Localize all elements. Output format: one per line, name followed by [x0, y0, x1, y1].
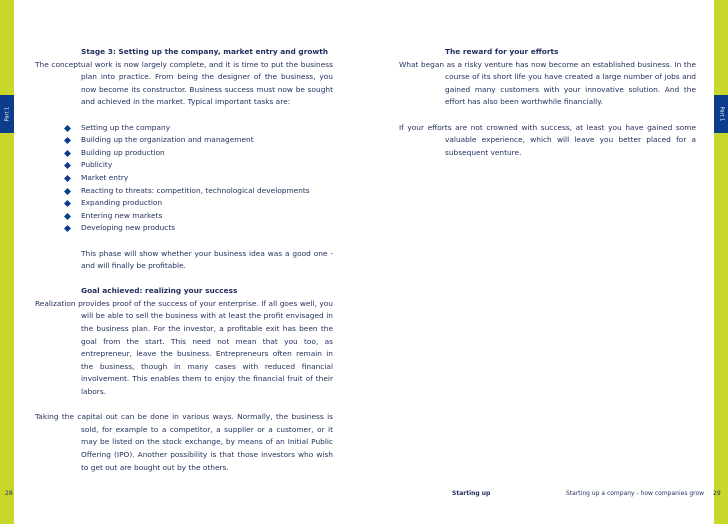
list-item: Building up the organization and management — [81, 134, 333, 147]
footer-chapter: Starting up a company - how companies grow — [566, 490, 705, 497]
side-tab-label: Part 1 — [718, 106, 724, 122]
diamond-bullet-icon — [64, 225, 71, 232]
list-item: Developing new products — [81, 222, 333, 235]
list-item: Building up production — [81, 147, 333, 160]
phase-note: This phase will show whether your business idea was a good one - and will finally be profitable. — [81, 248, 333, 271]
page-number-left: 28 — [5, 490, 13, 497]
reward-paragraph: What began as a risky venture has now become an established business. In the course of its short life you have created a large number of jobs and gained many customers with your innovative solution. And the effort has also been worthwhile financially. — [399, 59, 696, 107]
stage3-heading: Stage 3: Setting up the company, market entry and growth — [81, 47, 329, 56]
list-item: Expanding production — [81, 197, 333, 210]
left-column — [35, 46, 333, 474]
diamond-bullet-icon — [64, 200, 71, 207]
side-tab-right — [714, 95, 728, 133]
diamond-bullet-icon — [64, 213, 71, 220]
list-item: Publicity — [81, 159, 333, 172]
goal-heading: Goal achieved: realizing your success — [81, 286, 238, 296]
list-item: Market entry — [81, 172, 333, 185]
list-item: Reacting to threats: competition, technological developments — [81, 185, 333, 198]
diamond-bullet-icon — [64, 137, 71, 144]
realization-paragraph: Realization provides proof of the success of your enterprise. If all goes well, you will be able to sell the business with at least the profit envisaged in the business plan. For the investor, a profitable exit has been the goal from the start. This need not mean that you too, as entrepreneur, leave the business. Entrepreneurs often remain in the business, though in many cases with reduced financial involvement. This enables them to enjoy the financial fruit of their labors. — [35, 298, 333, 397]
task-list — [35, 122, 333, 235]
failure-paragraph: If your efforts are not crowned with success, at least you have gained some valuable experience, which will leave you better placed for a subsequent venture. — [399, 122, 696, 157]
stage3-intro: The conceptual work is now largely complete, and it is time to put the business plan into practice. From being the designer of the business, you now become its constructor. Business success must now be sought and achieved in the market. Typical important tasks are: — [35, 59, 333, 107]
right-column — [399, 46, 696, 159]
left-edge-bar — [0, 0, 14, 524]
diamond-bullet-icon — [64, 175, 71, 182]
diamond-bullet-icon — [64, 188, 71, 195]
side-tab-left — [0, 95, 14, 133]
page-number-right: 29 — [713, 490, 721, 497]
diamond-bullet-icon — [64, 150, 71, 157]
footer-section: Starting up — [452, 490, 491, 497]
list-item: Entering new markets — [81, 210, 333, 223]
reward-heading: The reward for your efforts — [445, 47, 559, 56]
diamond-bullet-icon — [64, 162, 71, 169]
side-tab-label: Part 1 — [4, 106, 10, 122]
capital-paragraph: Taking the capital out can be done in various ways. Normally, the business is sold, for example to a competitor, a supplier or a customer, or it may be listed on the stock exchange, by means of an Initial Public Offering (IPO). Another possibility is that those investors who wish to get out are bought out by the others. — [35, 412, 333, 472]
right-edge-bar — [714, 0, 728, 524]
list-item: Setting up the company — [81, 122, 333, 135]
diamond-bullet-icon — [64, 125, 71, 132]
